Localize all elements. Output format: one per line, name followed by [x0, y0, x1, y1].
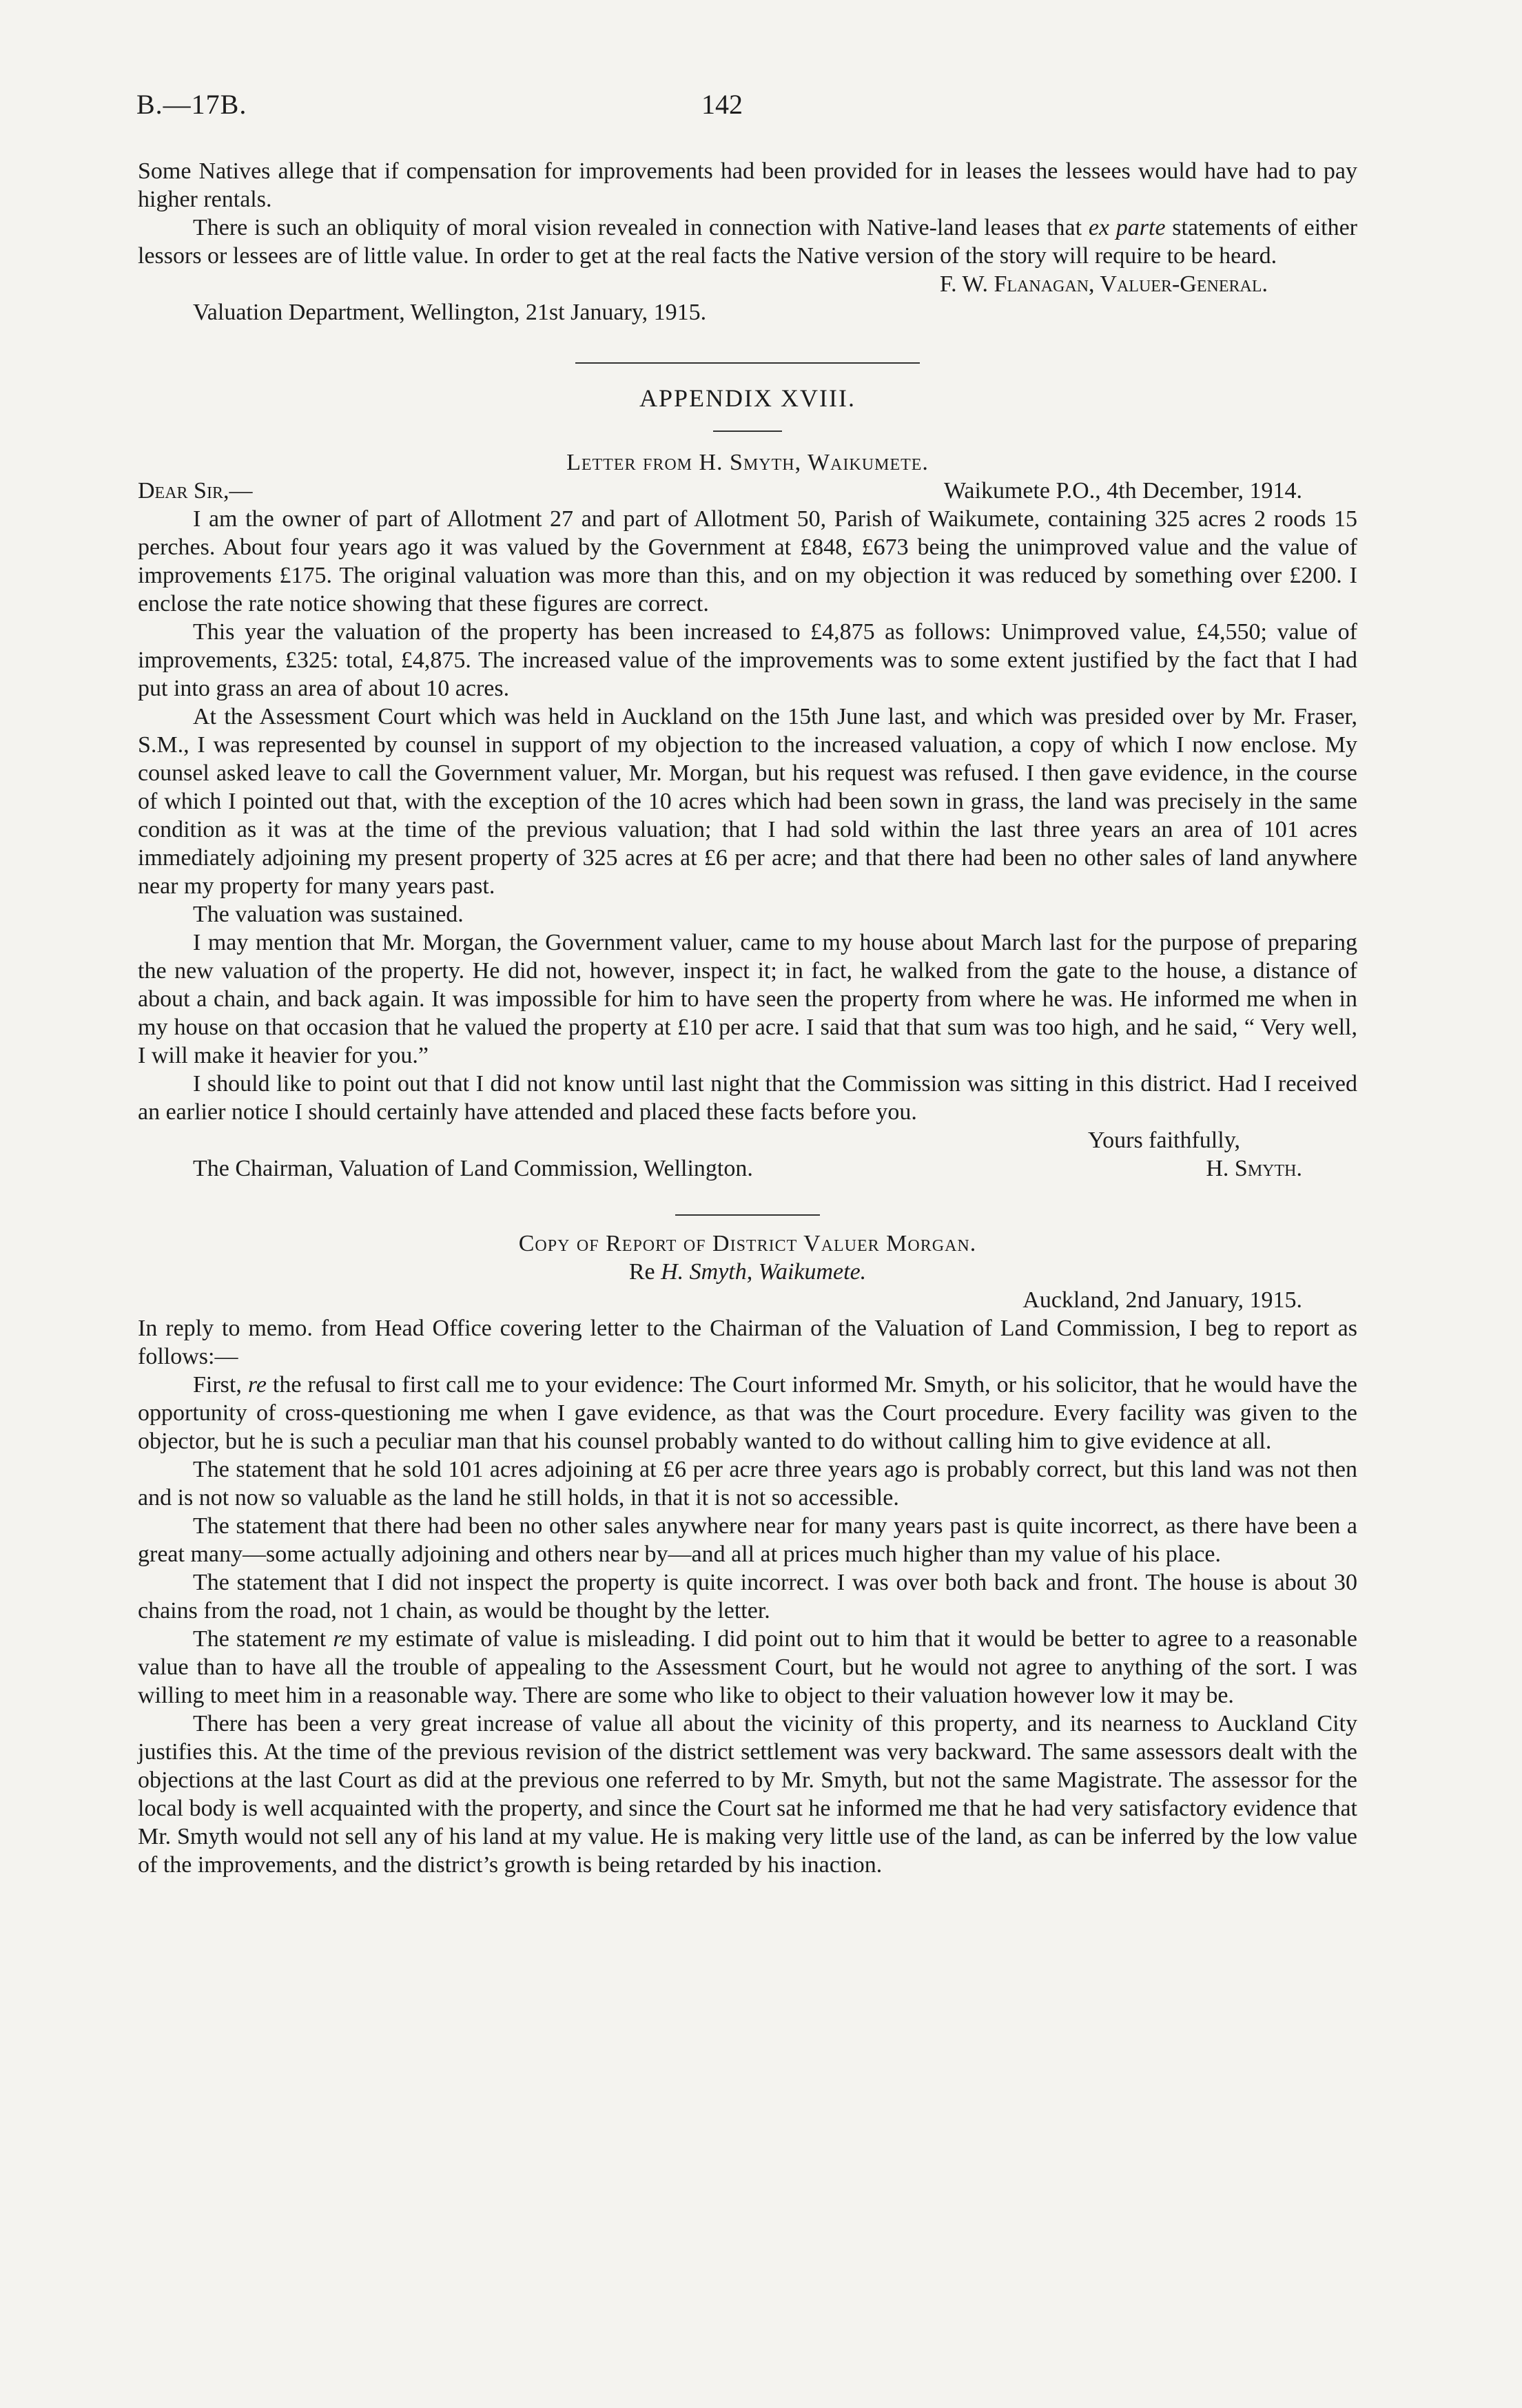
- section-divider: [675, 1214, 820, 1216]
- report-paragraph: The statement that I did not inspect the property is quite incorrect. I was over both back and front. The house is about 30 chains from the road, not 1 chain, as would be thought by the letter.: [138, 1570, 1357, 1623]
- intro-paragraph-1: Some Natives allege that if compensation for improvements had been provided for in leases the lessees would have had to pay higher rentals.: [138, 158, 1357, 212]
- intro-paragraph-2: [138, 214, 1357, 270]
- letter-paragraph: I should like to point out that I did not know until last night that the Commission was sitting in this district. Had I received an earlier notice I should certainly have attended and placed these facts before you.: [138, 1071, 1357, 1125]
- letter-addressee: The Chairman, Valuation of Land Commission, Wellington.: [193, 1156, 753, 1181]
- report-paragraph-first: [138, 1371, 1357, 1455]
- re-italic: re: [333, 1626, 352, 1652]
- letter-closing: Yours faithfully,: [1087, 1128, 1240, 1153]
- page-body: [138, 157, 1357, 1879]
- report-first-text: First,: [193, 1372, 248, 1398]
- addressee-row: [138, 1154, 1357, 1183]
- report-paragraph: The statement that there had been no other sales anywhere near for many years past is quite incorrect, as there have been a great many—some actually adjoining and others near by—and all at prices much higher than my value of his place.: [138, 1513, 1357, 1567]
- report-heading: Copy of Report of District Valuer Morgan.: [518, 1231, 977, 1256]
- report-estimate-text: The statement: [193, 1626, 333, 1652]
- salutation: Dear Sir,—: [138, 478, 253, 504]
- letter-paragraph: The valuation was sustained.: [193, 902, 464, 927]
- salutation-row: [138, 477, 1357, 505]
- re-subject: H. Smyth, Waikumete.: [661, 1259, 867, 1285]
- letter-paragraph: At the Assessment Court which was held in Auckland on the 15th June last, and which was presided over by Mr. Fraser, S.M., I was represented by counsel in support of my objection to the increased valuation, a copy of which I now enclose. My counsel asked leave to call the Government valuer, Mr. Morgan, but his request was refused. I then gave evidence, in the course of which I pointed out that, with the exception of the 10 acres which had been sown in grass, the land was precisely in the same condition as it was at the time of the previous valuation; that I had sold within the last three years an area of 101 acres immediately adjoining my present property of 325 acres at £6 per acre; and that there had been no other sales of land anywhere near my property for many years past.: [138, 704, 1357, 899]
- report-place-date: Auckland, 2nd January, 1915.: [1022, 1287, 1302, 1313]
- letter-signer: H. Smyth.: [1206, 1156, 1302, 1181]
- ex-parte-italic: ex parte: [1088, 215, 1166, 240]
- letter-paragraph: This year the valuation of the property has been increased to £4,875 as follows: Unimproved value, £4,550; value of improvements, £325: total, £4,875. The increased value of the improvements was to some extent justified by the fact that I had put into grass an area of about 10 acres.: [138, 619, 1357, 701]
- title-rule: [713, 430, 782, 432]
- report-paragraph: The statement that he sold 101 acres adjoining at £6 per acre three years ago is probably correct, but this land was not then and is not now so valuable as the land he still holds, in that it is not so accessible.: [138, 1457, 1357, 1511]
- report-first-text-cont: the refusal to first call me to your evidence: The Court informed Mr. Smyth, or his solicitor, that he would have the opportunity of cross-questioning me when I gave evidence, as that was the Court procedure. Every facility was given to the objector, but he is such a peculiar man that his counsel probably wanted to do without calling him to give evidence at all.: [138, 1372, 1357, 1454]
- letter-paragraph: I am the owner of part of Allotment 27 and part of Allotment 50, Parish of Waikumete, containing 325 acres 2 roods 15 perches. About four years ago it was valued by the Government at £848, £673 being the unimproved value and the value of improvements £175. The original valuation was more than this, and on my objection it was reduced by something over £200. I enclose the rate notice showing that these figures are correct.: [138, 506, 1357, 616]
- re-italic: re: [247, 1372, 267, 1398]
- page-header: [136, 88, 1384, 132]
- valuation-dept-place-date: Valuation Department, Wellington, 21st January, 1915.: [193, 300, 707, 325]
- intro-paragraph-2-text: There is such an obliquity of moral vision revealed in connection with Native-land leases that: [193, 215, 1089, 240]
- re-prefix: Re: [628, 1259, 661, 1285]
- letter-address-date: Waikumete P.O., 4th December, 1914.: [944, 478, 1302, 504]
- document-reference: B.—17B.: [136, 89, 247, 120]
- intro-paragraph-2-text-cont: statements of either lessors or lessees are of little value. In order to get at the real facts the Native version of the story will require to be heard.: [138, 215, 1358, 269]
- appendix-title: APPENDIX XVIII.: [639, 384, 856, 412]
- report-subject: [138, 1258, 1357, 1286]
- valuer-general-signature: [138, 270, 1357, 298]
- signature-text: F. W. Flanagan, Valuer-General.: [939, 271, 1268, 297]
- report-opening: In reply to memo. from Head Office covering letter to the Chairman of the Valuation of Land Commission, I beg to report as follows:—: [138, 1316, 1357, 1369]
- report-paragraph-estimate: [138, 1625, 1357, 1710]
- page-number: 142: [701, 89, 743, 120]
- letter-heading: Letter from H. Smyth, Waikumete.: [566, 450, 929, 475]
- section-divider: [575, 362, 920, 364]
- letter-paragraph: I may mention that Mr. Morgan, the Government valuer, came to my house about March last for the purpose of preparing the new valuation of the property. He did not, however, inspect it; in fact, he walked from the gate to the house, a distance of about a chain, and back again. It was impossible for him to have seen the property from where he was. He informed me when in my house on that occasion that he valued the property at £10 per acre. I said that that sum was too high, and he said, “ Very well, I will make it heavier for you.”: [138, 930, 1357, 1068]
- report-paragraph: There has been a very great increase of value all about the vicinity of this property, and its nearness to Auckland City justifies this. At the time of the previous revision of the district settlement was very backward. The same assessors dealt with the objections at the last Court as did at the previous one referred to by Mr. Smyth, but not the same Magistrate. The assessor for the local body is well acquainted with the property, and since the Court sat he informed me that he had very satisfactory evidence that Mr. Smyth would not sell any of his land at my value. He is making very little use of the land, as can be inferred by the low value of the improvements, and the district’s growth is being retarded by his inaction.: [138, 1711, 1357, 1878]
- report-estimate-text-cont: my estimate of value is misleading. I did point out to him that it would be better to agree to a reasonable value than to have all the trouble of appealing to the Assessment Court, but he would not agree to anything of the sort. I was willing to meet him in a reasonable way. There are some who like to object to their valuation however low it may be.: [138, 1626, 1357, 1708]
